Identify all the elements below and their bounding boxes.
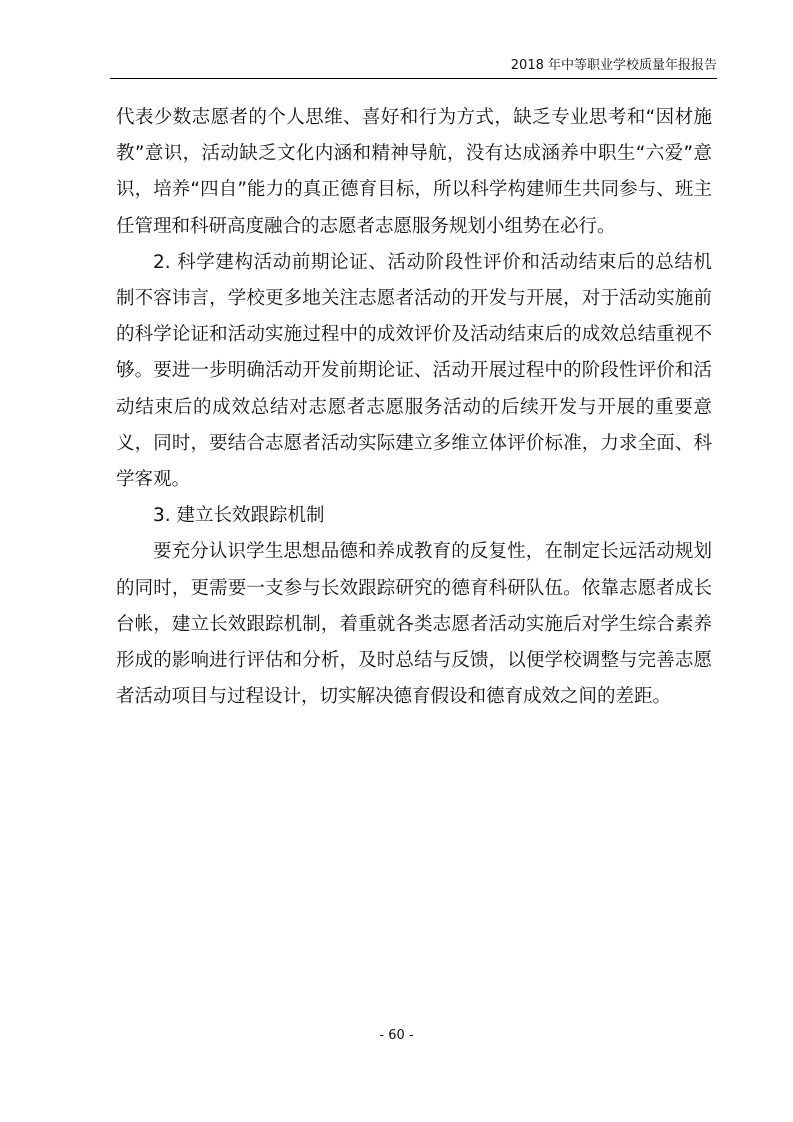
section-heading-3: 3. 建立长效跟踪机制 bbox=[153, 505, 325, 527]
paragraph-continuation: 代表少数志愿者的个人思维、喜好和行为方式，缺乏专业思考和“因材施教”意识，活动缺乏文化内涵和精神导航，没有达成涵养中职生“六爱”意识，培养“四自”能力的真正德育目标，所以科学构建师生共同参与、班主任管理和科研高度融合的志愿者志愿服务规划小组势在必行。 bbox=[116, 107, 712, 237]
document-body bbox=[116, 100, 712, 715]
page-number: - 60 - bbox=[379, 1028, 414, 1043]
running-header-title: 2018 年中等职业学校质量年报报告 bbox=[510, 58, 717, 73]
paragraph-section-2: 2. 科学建构活动前期论证、活动阶段性评价和活动结束后的总结机制不容讳言，学校更多地关注志愿者活动的开发与开展，对于活动实施前的科学论证和活动实施过程中的成效评价及活动结束后的成效总结重视不够。要进一步明确活动开发前期论证、活动开展过程中的阶段性评价和活动结束后的成效总结对志愿者志愿服务活动的后续开发与开展的重要意义，同时，要结合志愿者活动实际建立多维立体评价标准，力求全面、科学客观。 bbox=[116, 251, 712, 491]
paragraph-section-3: 要充分认识学生思想品德和养成教育的反复性，在制定长远活动规划的同时，更需要一支参与长效跟踪研究的德育科研队伍。依靠志愿者成长台帐，建立长效跟踪机制，着重就各类志愿者活动实施后对学生综合素养形成的影响进行评估和分析，及时总结与反馈，以便学校调整与完善志愿者活动项目与过程设计，切实解决德育假设和德育成效之间的差距。 bbox=[116, 541, 712, 708]
header-divider bbox=[110, 78, 717, 79]
